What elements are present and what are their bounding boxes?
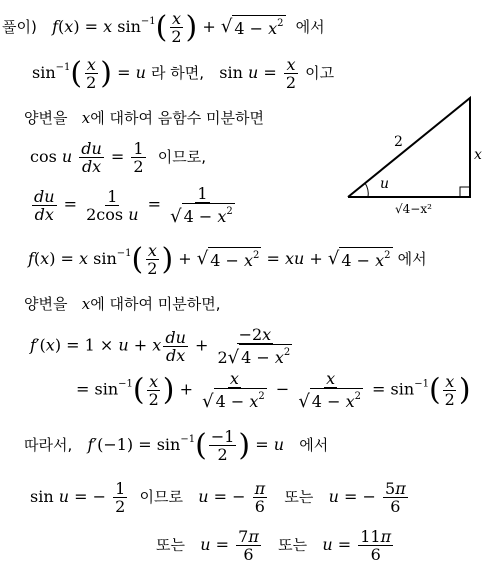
line-10: 따라서, $f'(-1) = \sin^{-1}$( $\frac{-1}{2}$ ) = u 에서 [24, 427, 329, 464]
line-5: $\frac{du}{dx}$ = $\frac{1}{\text{2cos u}}$ = 1 √ $4 - x^2$ [34, 184, 233, 227]
ttaraseo: 따라서, [24, 436, 73, 454]
line-2: $\sin^{-1}$( $\frac{x}{2}$ ) = u 라 하면, sin u = $\frac{x}{2}$ 이고 [32, 55, 335, 92]
line-3: 양변을 x에 대하여 음함수 미분하면 [24, 109, 264, 127]
yangbyeon: 양변을 [24, 109, 68, 127]
ra-hamyeon: 라 하면, [151, 64, 205, 82]
line-11: sin u = − $\frac{1}{2}$ 이므로 u = − $\frac{\pi}{6}$ 또는 u = − $\frac{5\pi}{6}$ [30, 479, 406, 516]
ttoneun-3: 또는 [278, 536, 308, 554]
line-4: cos u $\frac{du}{dx}$ = $\frac{1}{2}$ 이므로, [30, 139, 207, 176]
igo: 이고 [305, 64, 335, 82]
ttoneun-1: 또는 [284, 488, 314, 506]
line-6: f(x) = x $\sin^{-1}$( $\frac{x}{2}$ ) + √ $4 - x^2$ = xu + √ $4 - x^2$ 에서 [28, 241, 427, 278]
hypotenuse-label: 2 [394, 134, 403, 150]
ttoneun-2: 또는 [156, 536, 185, 554]
imeuro-1: 이므로, [157, 148, 207, 166]
line-1: 풀이) f(x) = x $\sin^{-1}$( $\frac{x}{2}$ ) + √ $4 - x^2$ 에서 [2, 9, 325, 46]
imeuro-2: 이므로 [139, 488, 183, 506]
eoseo-1: 에서 [295, 18, 325, 36]
solution-label: 풀이) [2, 18, 37, 36]
line-9: = $\sin^{-1}$( $\frac{x}{2}$ ) + x √ $4 - x^2$ − x √ $4 - x^2$ = $\sin^{-1}$( $\frac{x}{2}$ ) [76, 369, 471, 412]
right-triangle-diagram [340, 90, 480, 220]
line-7: 양변을 x에 대하여 미분하면, [24, 295, 221, 313]
line-8: f′(x) = 1 × u + x $\frac{du}{dx}$ + −2x 2 √ $4 - x^2$ [30, 325, 291, 368]
line-12: 또는 u = $\frac{7\pi}{6}$ 또는 u = $\frac{11\pi}{6}$ [156, 527, 392, 564]
eoseo-2: 에서 [397, 250, 427, 268]
eoseo-3: 에서 [299, 436, 329, 454]
base-label: √4−x² [395, 202, 432, 216]
diff-2: 에 대하여 미분하면, [90, 295, 221, 313]
side-label: x [474, 147, 482, 163]
yangbyeon-2: 양변을 [24, 295, 68, 313]
implicit-diff: 에 대하여 음함수 미분하면 [90, 109, 264, 127]
angle-label: u [380, 176, 390, 192]
